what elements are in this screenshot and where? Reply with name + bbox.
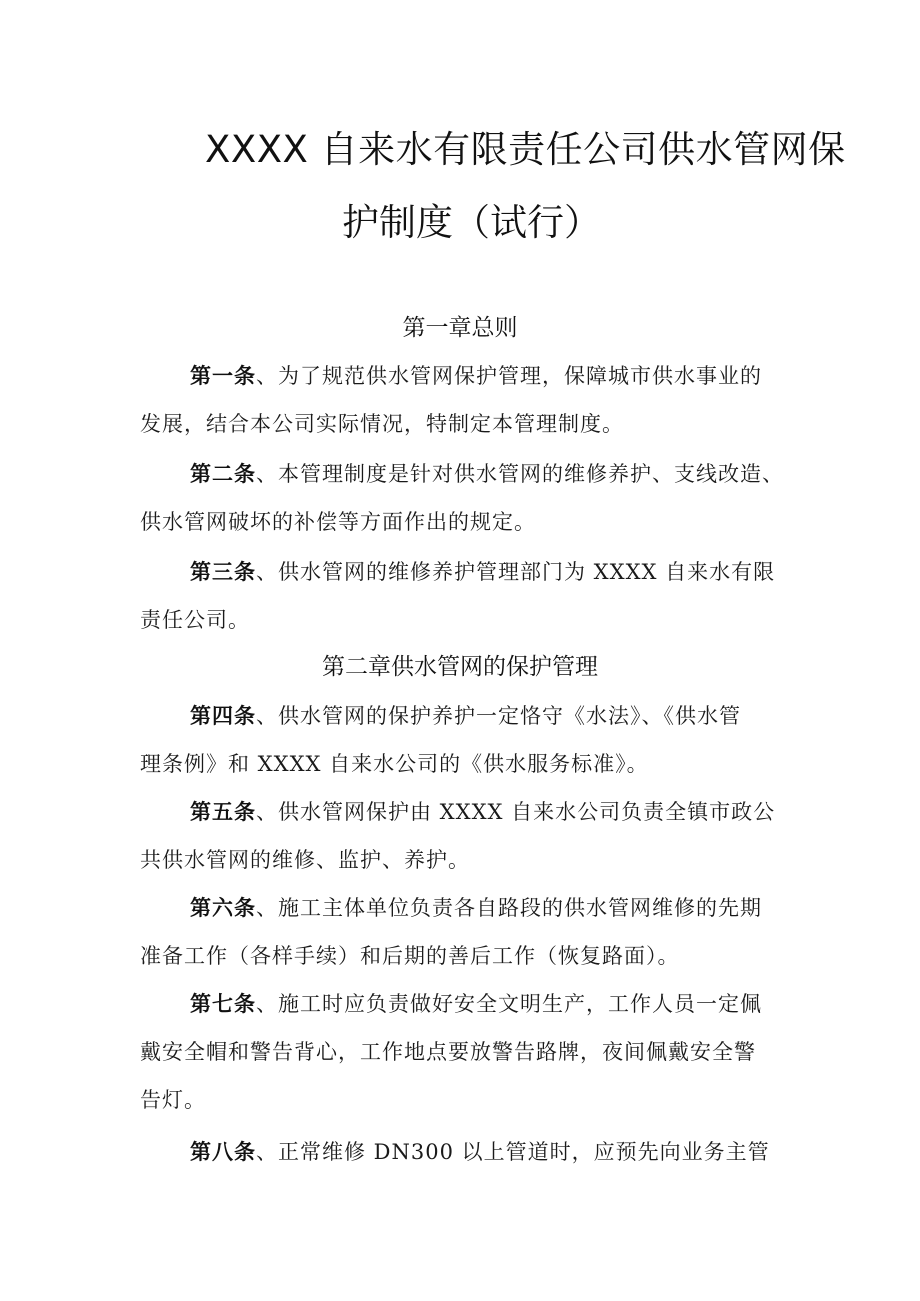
- article-1-line-1: [140, 352, 785, 400]
- article-7-text-1: 、施工时应负责做好安全文明生产，工作人员一定佩: [256, 992, 762, 1016]
- article-8-label: 第八条: [190, 1140, 256, 1164]
- article-7-line-2: 戴安全帽和警告背心，工作地点要放警告路牌，夜间佩戴安全警: [140, 1040, 756, 1064]
- article-2-label: 第二条: [190, 462, 256, 486]
- article-6-line-1: [140, 884, 785, 932]
- article-5: [140, 788, 785, 884]
- article-3: [140, 548, 785, 644]
- article-8: [140, 1128, 785, 1176]
- article-1-text-1: 、为了规范供水管网保护管理，保障城市供水事业的: [256, 364, 762, 388]
- document-title-line-1: XXXX 自来水有限责任公司供水管网保: [205, 128, 846, 171]
- article-4: [140, 692, 785, 788]
- article-8-text-1: 、正常维修 DN300 以上管道时，应预先向业务主管: [256, 1140, 770, 1164]
- article-4-line-2: 理条例》和 XXXX 自来水公司的《供水服务标准》。: [140, 752, 649, 776]
- article-2-line-2: 供水管网破坏的补偿等方面作出的规定。: [140, 510, 536, 534]
- article-7-line-1: [140, 980, 785, 1028]
- article-5-label: 第五条: [190, 800, 256, 824]
- article-3-line-1: [140, 548, 785, 596]
- article-1-label: 第一条: [190, 364, 256, 388]
- document-title-line-2: 护制度（试行）: [342, 201, 601, 244]
- article-3-line-2: 责任公司。: [140, 608, 250, 632]
- article-5-line-1: [140, 788, 785, 836]
- article-1: [140, 352, 785, 448]
- article-1-line-2: 发展，结合本公司实际情况，特制定本管理制度。: [140, 412, 624, 436]
- article-7-line-3: 告灯。: [140, 1088, 206, 1112]
- article-5-text-1: 、供水管网保护由 XXXX 自来水公司负责全镇市政公: [256, 800, 776, 824]
- article-5-line-2: 共供水管网的维修、监护、养护。: [140, 848, 470, 872]
- article-2-line-1: [140, 450, 785, 498]
- chapter-1-heading: 第一章总则: [402, 315, 518, 341]
- article-8-line-1: [140, 1128, 785, 1176]
- article-7-label: 第七条: [190, 992, 256, 1016]
- article-6-label: 第六条: [190, 896, 256, 920]
- article-6-line-2: 准备工作（各样手续）和后期的善后工作（恢复路面）。: [140, 944, 680, 968]
- article-2-text-1: 、本管理制度是针对供水管网的维修养护、支线改造、: [256, 462, 784, 486]
- article-6: [140, 884, 785, 980]
- article-3-label: 第三条: [190, 560, 256, 584]
- article-2: [140, 450, 785, 546]
- article-7: [140, 980, 785, 1124]
- chapter-2-heading: 第二章供水管网的保护管理: [322, 654, 598, 680]
- article-4-text-1: 、供水管网的保护养护一定恪守《水法》、《供水管: [256, 704, 741, 728]
- article-3-text-1: 、供水管网的维修养护管理部门为 XXXX 自来水有限: [256, 560, 776, 584]
- article-4-line-1: [140, 692, 785, 740]
- article-6-text-1: 、施工主体单位负责各自路段的供水管网维修的先期: [256, 896, 762, 920]
- article-4-label: 第四条: [190, 704, 256, 728]
